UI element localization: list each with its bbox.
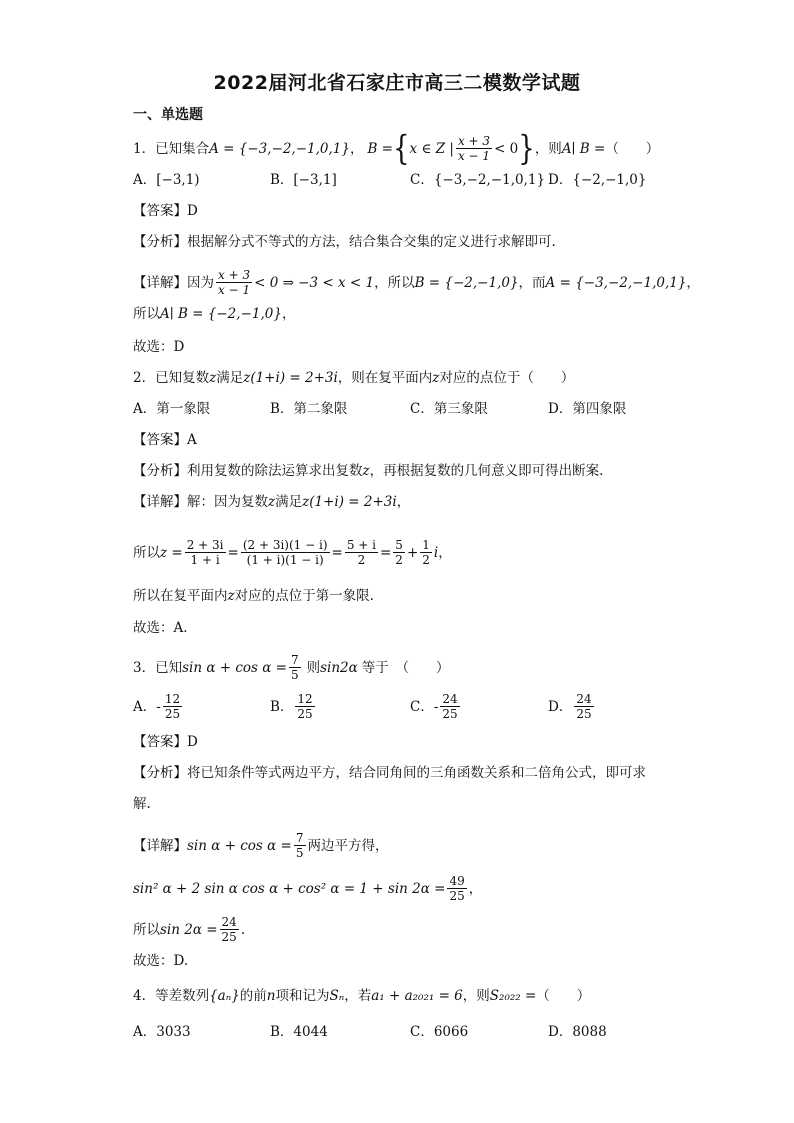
q2-answer: 【答案】 A bbox=[133, 432, 197, 448]
q3-option-b: B． $\frac{12}{25}$ bbox=[270, 692, 313, 721]
q2-calc: 所以 z = $\frac{2 + 3i}{1 + i}$ = $\frac{(2 + 3i)(1 - i)}{(1 + i)(1 - i)}$ = $\frac{5 + i}{2}$ = $\frac{5}{2}$ + $\frac{1}{2}$ i ， bbox=[133, 538, 452, 567]
q1-option-a: A．[−3,1) bbox=[133, 172, 200, 188]
q4-option-d: D．8088 bbox=[548, 1024, 607, 1040]
section-heading: 一、单选题 bbox=[133, 107, 203, 123]
q3-answer: 【答案】 D bbox=[133, 734, 198, 750]
q2-choose: 故选：A. bbox=[133, 620, 188, 636]
q2-option-b: B．第二象限 bbox=[270, 401, 348, 417]
q4-option-a: A．3033 bbox=[133, 1024, 191, 1040]
q3-analysis: 【分析】 将已知条件等式两边平方，结合同角间的三角函数关系和二倍角公式，即可求 bbox=[133, 765, 646, 781]
q1-detail-line2: 所以 A∣ B = {−2,−1,0} ， bbox=[133, 306, 296, 322]
q1-fraction: $\frac{x + 3}{x - 1}$ bbox=[457, 134, 491, 163]
q1-analysis: 【分析】 根据解分式不等式的方法，结合集合交集的定义进行求解即可. bbox=[133, 234, 556, 250]
page-title: 2022届河北省石家庄市高三二模数学试题 bbox=[213, 72, 581, 94]
q3-analysis-line2: 解. bbox=[133, 796, 151, 812]
q2-stem: 2．已知复数 z 满足 z(1+i) = 2+3i ，则在复平面内 z 对应的点位于（ ） bbox=[133, 370, 575, 386]
q1-choose: 故选：D bbox=[133, 339, 185, 355]
q1-option-b: B．[−3,1] bbox=[270, 172, 337, 188]
q1-option-c: C．{−3,−2,−1,0,1} bbox=[410, 172, 546, 188]
q3-option-d: D． $\frac{24}{25}$ bbox=[548, 692, 592, 721]
q2-analysis: 【分析】 利用复数的除法运算求出复数 z ，再根据复数的几何意义即可得出断案. bbox=[133, 463, 604, 479]
q2-option-d: D．第四象限 bbox=[548, 401, 627, 417]
q3-detail-line3: 所以 sin 2α = $\frac{24}{25}$ . bbox=[133, 915, 246, 944]
q2-option-c: C．第三象限 bbox=[410, 401, 488, 417]
q2-detail: 【详解】 解：因为复数 z 满足 z(1+i) = 2+3i ， bbox=[133, 494, 411, 510]
q3-stem: 3．已知 sin α + cos α = $\frac{7}{5}$ 则 sin2α 等于 （ ） bbox=[133, 653, 450, 682]
q3-option-a: A．- $\frac{12}{25}$ bbox=[133, 692, 181, 721]
q3-option-c: C．- $\frac{24}{25}$ bbox=[410, 692, 458, 721]
q4-stem: 4．等差数列 {aₙ} 的前 n 项和记为 Sₙ ，若 a₁ + a₂₀₂₁ = 6 ，则 S₂₀₂₂ = （ ） bbox=[133, 988, 591, 1004]
q3-detail: 【详解】 sin α + cos α = $\frac{7}{5}$ 两边平方得， bbox=[133, 831, 389, 860]
q4-option-c: C．6066 bbox=[410, 1024, 469, 1040]
q1-option-d: D．{−2,−1,0} bbox=[548, 172, 647, 188]
q1-stem: 1．已知集合 A = {−3,−2,−1,0,1} ， B = { x ∈ Z | $\frac{x + 3}{x - 1}$ < 0 } ，则 A∣ B = （ ） bbox=[133, 129, 660, 168]
q2-conclusion: 所以在复平面内 z 对应的点位于第一象限. bbox=[133, 588, 374, 604]
q1-answer: 【答案】 D bbox=[133, 203, 198, 219]
q4-option-b: B．4044 bbox=[270, 1024, 328, 1040]
q2-option-a: A．第一象限 bbox=[133, 401, 211, 417]
q3-detail-line2: sin² α + 2 sin α cos α + cos² α = 1 + sin 2α = $\frac{49}{25}$ ， bbox=[133, 874, 483, 903]
q3-choose: 故选：D. bbox=[133, 953, 189, 969]
q1-detail: 【详解】 因为 $\frac{x + 3}{x - 1}$ < 0 ⇒ −3 < x < 1 ，所以 B = {−2,−1,0} ，而 A = {−3,−2,−1,0,1} ， bbox=[133, 268, 700, 297]
